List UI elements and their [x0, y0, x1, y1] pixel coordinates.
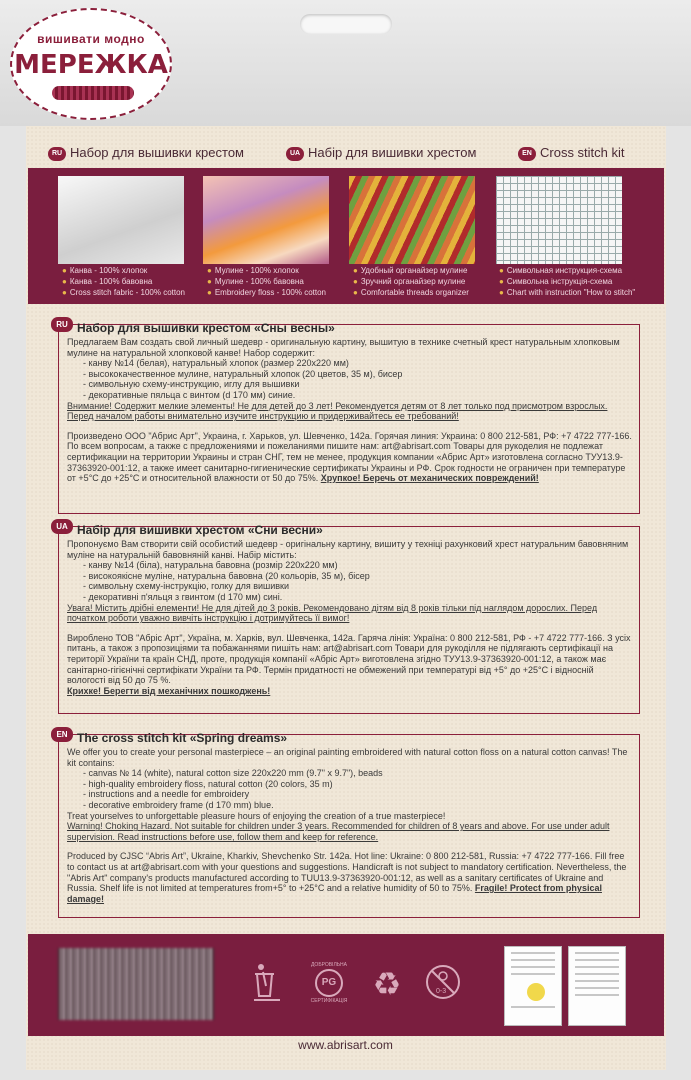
header-en-text: Cross stitch kit	[540, 145, 625, 160]
header-ua-text: Набір для вишивки хрестом	[308, 145, 477, 160]
feature-caption: ● Chart with instruction "How to stitch"	[499, 288, 636, 297]
thread-skein-icon	[52, 86, 134, 100]
floss-photo	[203, 176, 329, 264]
section-body: We offer you to create your personal masterpiece – an original painting embroidered with natural cotton floss on a natural cotton canvas! The kit contains: - canvas № 14 (white), natural cotton size 220х220 mm (9.7" х 9.7"), beads - high-quality embroidery floss, natural cotton (20 colors, 35 m) - instructions and a needle for embroidery - decorative embroidery frame (d 170 mm) blue. Treat yourselves to unforgettable pleasure hours of enjoying the creation of a true masterpiece! Warning! Choking Hazard. Not suitable for children under 3 years. Recommended for children of 8 years and above. For use under adult supervision. Read instructions before use, follow them and keep for reference. Produced by CJSC “Abris Art”, Ukraine, Kharkiv, Shevchenko Str. 142a. Hot line: Ukraine: 0 800 212-581, Russia: +7 4722 777-166. Fill free to contact us at art@abrisart.com with your questions and suggestions. Handicraft is not subject to mandatory certification. Nevertheless, the "Abris Art" company's products manufactured according to TUU13.9-37363920-001:12, as well as a sanitary certificates of Ukraine and Russia. Shelf life is not limited at temperatures from+5° to +25°C and a relative humidity of 50 to 75%. Fragile! Protect from physical damage!	[67, 747, 633, 904]
feature-caption: ● Удобный органайзер мулине	[353, 266, 468, 275]
feature-caption: ● Символьна інструкція-схема	[499, 277, 613, 286]
website-url: www.abrisart.com	[298, 1038, 393, 1052]
section-en	[56, 730, 640, 918]
warning-text: Внимание! Содержит мелкие элементы! Не для детей до 3 лет! Рекомендуется детям от 8 лет только под присмотром взрослых. Перед началом работы внимательно изучите инструкцию и придерживайтесь ее требований!	[67, 400, 608, 422]
header-ru-text: Набор для вышивки крестом	[70, 145, 244, 160]
ua-badge: UA	[286, 147, 304, 161]
en-badge: EN	[518, 147, 536, 161]
section-badge: RU	[51, 317, 73, 332]
certificate-ru	[568, 946, 626, 1026]
age-restriction-icon: 0-3	[422, 962, 464, 1006]
section-title: Набір для вишивки хрестом «Сни весни»	[77, 523, 323, 537]
ru-badge: RU	[48, 147, 66, 161]
warning-text: Warning! Choking Hazard. Not suitable for children under 3 years. Recommended for children of 8 years and above. For use under adult supervision. Read instructions before use, follow them and keep for reference.	[67, 821, 610, 842]
certificate-ua	[504, 946, 562, 1026]
producer-text: Произведено ООО "Абрис Арт", Украина, г. Харьков, ул. Шевченко, 142а. Горячая линия: Украина: 0 800 212-581, РФ: +7 4722 777-166. По всем вопросам, а также с предложениями и пожеланиями пишите нам: art@abrisart.com Товары для рукоделия не подлежат сертификации на территории Украины и стран СНГ, тем не менее, продукция компании «Абрис Арт» изготовлена согласно ТУУ13.9-37363920-001:12, а также имеет санитарно-гигиенические сертификаты Украины и РФ. Срок годности не ограничен при температуре от +5°С до +25°С и относительной влажности от 50 до 75%. Хрупкое! Беречь от механических повреждений!	[67, 430, 632, 484]
fragile-warning: Хрупкое! Беречь от механических повреждений!	[320, 473, 539, 484]
warning-text: Увага! Містить дрібні елементи! Не для дітей до 3 років. Рекомендовано дітям від 8 років тільки під наглядом дорослих. Перед початком роботи уважно вивчіть інструкцію і дотримуйтесь її вимог!	[67, 602, 598, 624]
section-ru	[56, 320, 640, 514]
feature-caption: ● Мулине - 100% бавовна	[207, 277, 304, 286]
section-ua	[56, 522, 640, 714]
feature-caption: ● Символьная инструкция-схема	[499, 266, 623, 275]
producer-text: Вироблено ТОВ "Абріс Арт", Україна, м. Харків, вул. Шевченка, 142а. Гаряча лінія: Україна: 0 800 212-581, РФ - +7 4722 777-166. З усіх питань, а також з пропозиціями та побажаннями пишіть нам: art@abrisart.com Товари для рукоділля не підлягають сертифікації на території України та країн СНД, проте, продукція компанії «Абріс Арт» виготовлена згідно ТУУ13.9-37363920-001:12, а також має санітарно-гігієнічні сертифікати України та РФ. Термін придатності не обмежений при температурі від +5° до +25°С і відносній вологості від 50 до 75 %.	[67, 632, 631, 686]
feature-caption: ● Канва - 100% бавовна	[62, 277, 153, 286]
header-ua	[286, 145, 476, 165]
fragile-warning: Fragile! Protect from physical damage!	[67, 883, 602, 904]
logo-brand-name: МЕРЕЖКА	[14, 50, 168, 80]
header-en	[518, 145, 625, 165]
feature-caption: ● Зручний органайзер мулине	[353, 277, 466, 286]
canvas-photo	[58, 176, 184, 264]
section-badge: EN	[51, 727, 73, 742]
hanger-hole	[300, 14, 392, 34]
feature-caption: ● Comfortable threads organizer	[353, 288, 469, 297]
pg-certification-icon: ДОБРОВІЛЬНА PG СЕРТИФІКАЦІЯ	[310, 962, 348, 1004]
feature-caption: ● Канва - 100% хлопок	[62, 266, 148, 275]
recycle-icon: ♻	[372, 966, 402, 1002]
logo-tagline: вишивати модно	[37, 32, 145, 46]
section-title: The cross stitch kit «Spring dreams»	[77, 731, 288, 745]
feature-caption: ● Embroidery floss - 100% cotton	[207, 288, 327, 297]
chart-photo	[496, 176, 622, 264]
brand-logo	[10, 8, 172, 120]
section-body: Пропонуємо Вам створити свій особистий шедевр - оригінальну картину, вишиту у техніці рахунковий хрест натуральним бавовняним муліне на натуральній бавовняній канві. Набір містить: - канву №14 (біла), натуральна бавовна (розмір 220х220 мм) - високоякісне муліне, натуральна бавовна (20 кольорів, 35 м), бісер - символьну схему-інструкцію, голку для вишивки - декоративні п'яльця з гвинтом (d 170 мм) сині. Увага! Містить дрібні елементи! Не для дітей до 3 років. Рекомендовано дітям від 8 років тільки під наглядом дорослих. Перед початком роботи уважно вивчіть інструкцію і дотримуйтесь її вимог! Вироблено ТОВ "Абріс Арт", Україна, м. Харків, вул. Шевченка, 142а. Гаряча лінія: Україна: 0 800 212-581, РФ - +7 4722 777-166. З усіх питань, а також з пропозиціями та побажаннями пишіть нам: art@abrisart.com Товари для рукоділля не підлягають сертифікації на території України та країн СНД, проте, продукція компанії «Абріс Арт» виготовлена згідно ТУУ13.9-37363920-001:12, а також має санітарно-гігієнічні сертифікати України та РФ. Термін придатності не обмежений при температурі від +5° до +25°С і відносній вологості від 50 до 75 %. Крихке! Берегти від механічних пошкоджень!	[67, 539, 633, 696]
section-body: Предлагаем Вам создать свой личный шедевр - оригинальную картину, вышитую в технике счетный крест натуральным хлопковым мулине на натуральной хлопковой канве! Набор содержит: - канву №14 (белая), натуральный хлопок (размер 220х220 мм) - высококачественное мулине, натуральный хлопок (20 цветов, 35 м), бисер - символьную схему-инструкцию, иглу для вышивки - декоративные пяльца с винтом (d 170 мм) синие. Внимание! Содержит мелкие элементы! Не для детей до 3 лет! Рекомендуется детям от 8 лет только под присмотром взрослых. Перед началом работы внимательно изучите инструкцию и придерживайтесь ее требований! Произведено ООО "Абрис Арт", Украина, г. Харьков, ул. Шевченко, 142а. Горячая линия: Украина: 0 800 212-581, РФ: +7 4722 777-166. По всем вопросам, а также с предложениями и пожеланиями пишите нам: art@abrisart.com Товары для рукоделия не подлежат сертификации на территории Украины и стран СНГ, тем не менее, продукция компании «Абрис Арт» изготовлена согласно ТУУ13.9-37363920-001:12, а также имеет санитарно-гигиенические сертификаты Украины и РФ. Срок годности не ограничен при температуре от +5°С до +25°С и относительной влажности от 50 до 75%. Хрупкое! Беречь от механических повреждений!	[67, 337, 632, 484]
barcode	[58, 948, 214, 1020]
producer-text: Produced by CJSC “Abris Art”, Ukraine, Kharkiv, Shevchenko Str. 142a. Hot line: Ukraine: 0 800 212-581, Russia: +7 4722 777-166. Fill free to contact us at art@abrisart.com with your questions and suggestions. Handicraft is not subject to mandatory certification. Nevertheless, the "Abris Art" company's products manufactured according to TUU13.9-37363920-001:12, as well as a sanitary certificates of Ukraine and Russia. Shelf life is not limited at temperatures from+5° to +25°C and a relative humidity of 50 to 75%. Fragile! Protect from physical damage!	[67, 851, 627, 904]
fragile-warning: Крихке! Берегти від механічних пошкоджень!	[67, 685, 271, 696]
header-ru	[48, 145, 244, 165]
organizer-photo	[349, 176, 475, 264]
feature-caption: ● Мулине - 100% хлопок	[207, 266, 299, 275]
section-title: Набор для вышивки крестом «Сны весны»	[77, 321, 335, 335]
section-badge: UA	[51, 519, 73, 534]
trash-bin-icon	[246, 962, 288, 1006]
feature-caption: ● Cross stitch fabric - 100% cotton	[62, 288, 185, 297]
